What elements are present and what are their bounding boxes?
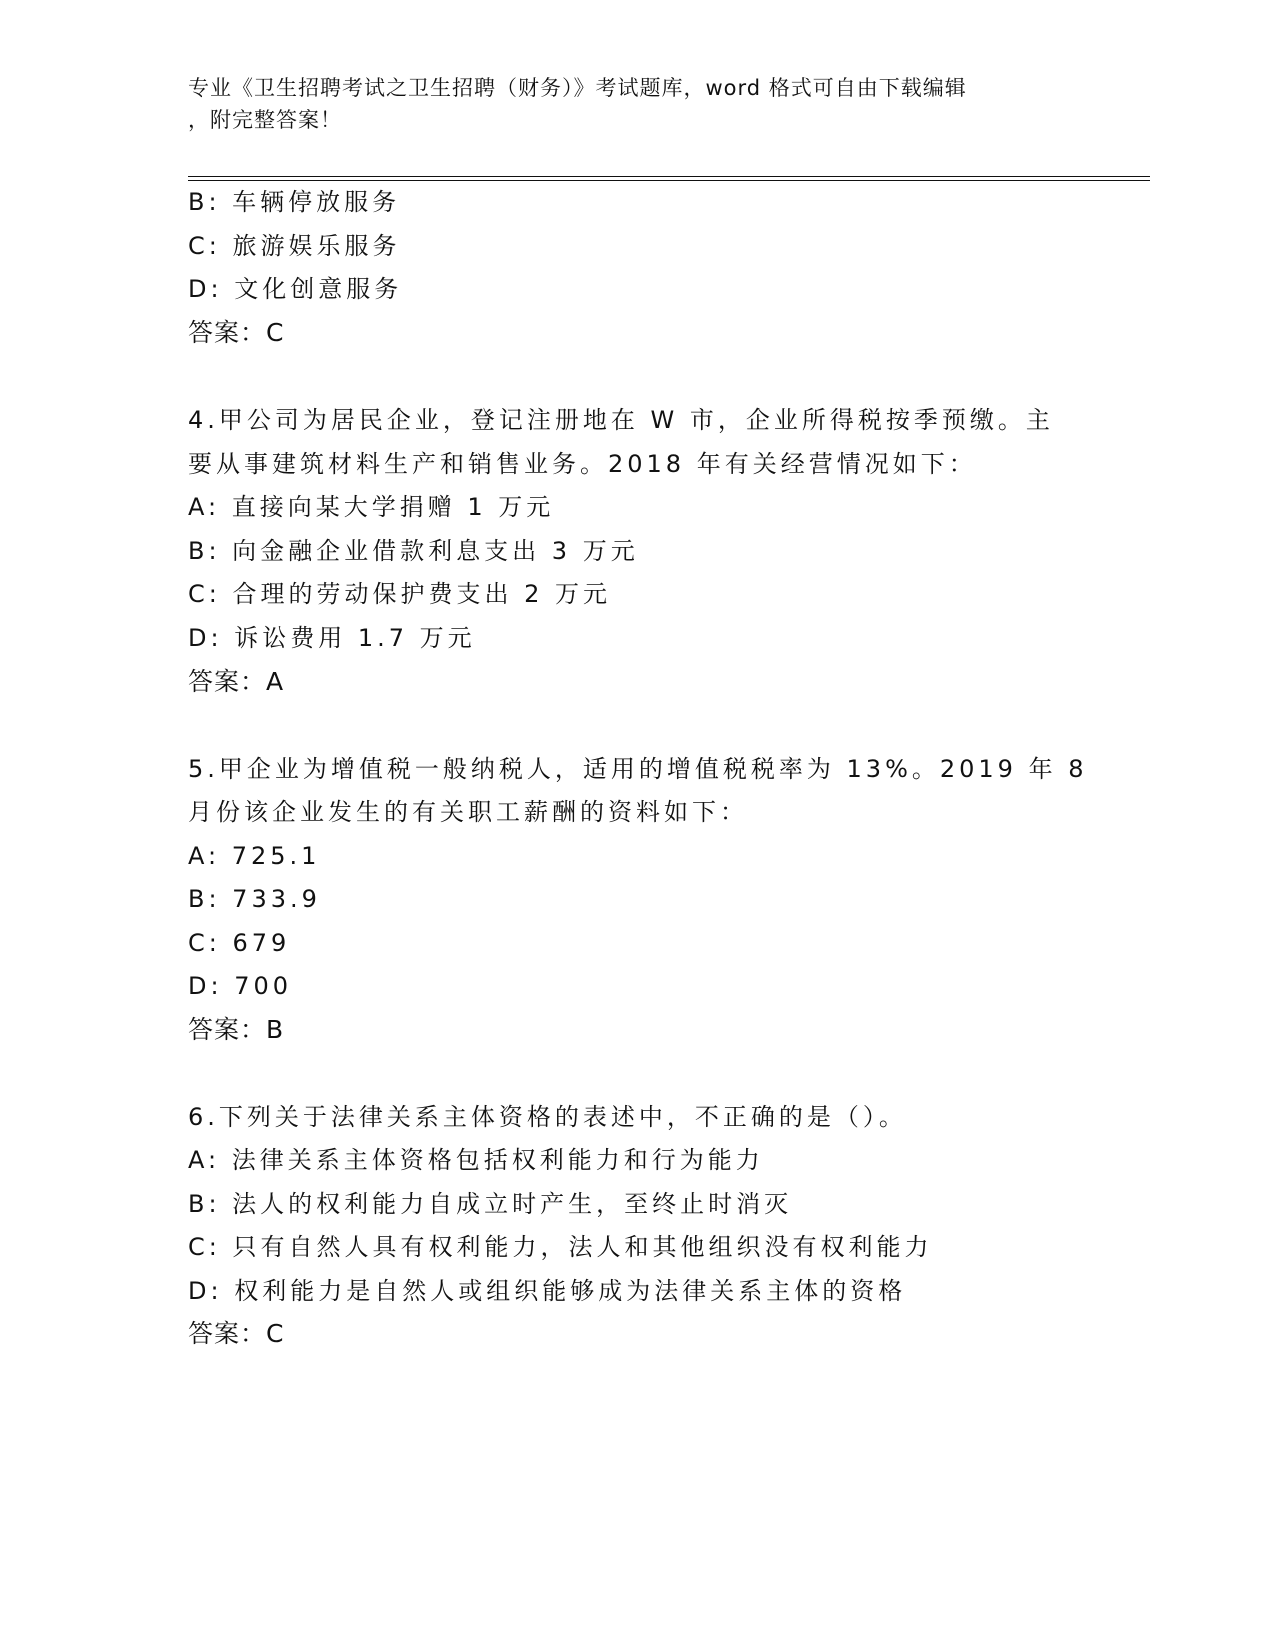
q6-stem-line-1: 6.下列关于法律关系主体资格的表述中，不正确的是（）。 — [188, 1103, 907, 1131]
q6-option-a: A: 法律关系主体资格包括权利能力和行为能力 — [188, 1146, 764, 1174]
q5-stem-line-1: 5.甲企业为增值税一般纳税人，适用的增值税税率为 13%。2019 年 8 — [188, 755, 1088, 783]
q6-option-b: B: 法人的权利能力自成立时产生，至终止时消灭 — [188, 1190, 793, 1218]
q6-option-d: D: 权利能力是自然人或组织能够成为法律关系主体的资格 — [188, 1277, 907, 1305]
q3-option-d: D: 文化创意服务 — [188, 275, 403, 303]
header-line-2: ，附完整答案！ — [188, 108, 342, 132]
q5-option-b: B: 733.9 — [188, 885, 321, 913]
q4-stem-line-2: 要从事建筑材料生产和销售业务。2018 年有关经营情况如下： — [188, 450, 977, 478]
q3-option-b: B: 车辆停放服务 — [188, 188, 401, 216]
q5-option-d: D: 700 — [188, 972, 293, 1000]
header-line-1: 专业《卫生招聘考试之卫生招聘（财务）》考试题库，word 格式可自由下载编辑 — [188, 76, 967, 100]
q3-option-c: C: 旅游娱乐服务 — [188, 232, 401, 260]
q4-option-c: C: 合理的劳动保护费支出 2 万元 — [188, 580, 611, 608]
q5-option-c: C: 679 — [188, 929, 291, 957]
header-divider — [188, 176, 1150, 181]
q6-option-c: C: 只有自然人具有权利能力，法人和其他组织没有权利能力 — [188, 1233, 933, 1261]
q6-answer: 答案：C — [188, 1319, 285, 1348]
q3-answer: 答案：C — [188, 318, 285, 347]
q4-option-d: D: 诉讼费用 1.7 万元 — [188, 624, 476, 652]
q5-option-a: A: 725.1 — [188, 842, 321, 870]
q4-option-b: B: 向金融企业借款利息支出 3 万元 — [188, 537, 639, 565]
q4-answer: 答案：A — [188, 667, 285, 696]
q5-answer: 答案：B — [188, 1015, 285, 1044]
q4-stem-line-1: 4.甲公司为居民企业，登记注册地在 W 市，企业所得税按季预缴。主 — [188, 406, 1054, 434]
q4-option-a: A: 直接向某大学捐赠 1 万元 — [188, 493, 555, 521]
q5-stem-line-2: 月份该企业发生的有关职工薪酬的资料如下： — [188, 798, 748, 826]
document-header — [188, 72, 1078, 136]
